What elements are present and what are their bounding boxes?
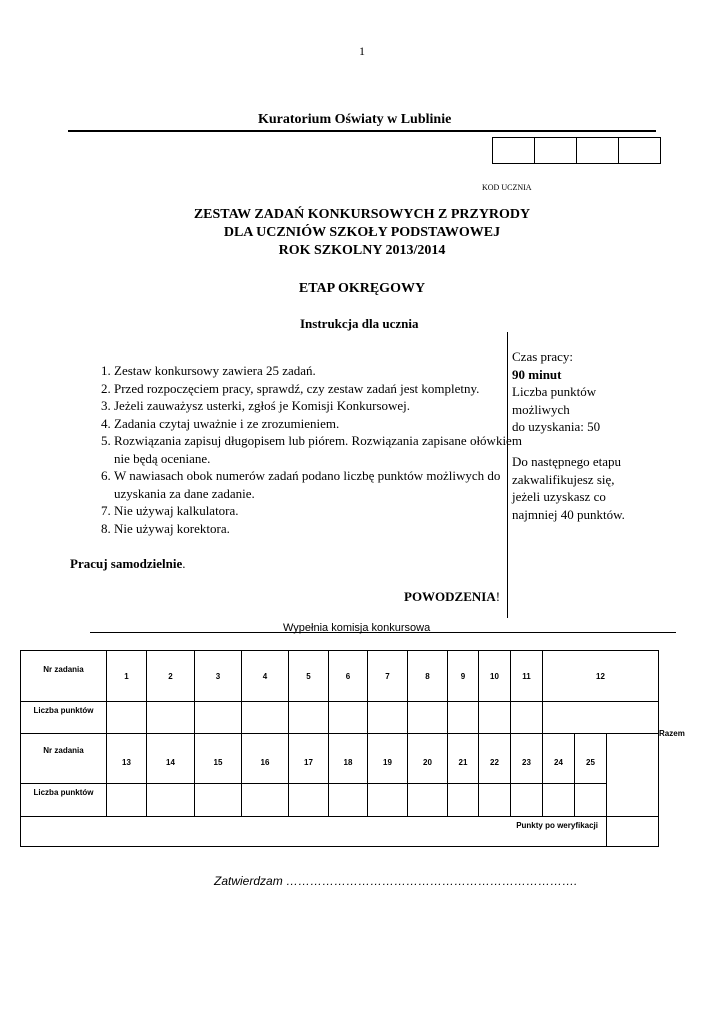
student-code-label: KOD UCZNIA bbox=[482, 183, 532, 192]
good-luck-text: POWODZENIA bbox=[404, 589, 496, 604]
points-cell[interactable] bbox=[147, 702, 195, 734]
time-value: 90 minut bbox=[512, 366, 562, 382]
task-number-cell: 16 bbox=[242, 734, 289, 784]
points-cell[interactable] bbox=[479, 702, 511, 734]
task-number-cell: 3 bbox=[195, 651, 242, 702]
points-cell[interactable] bbox=[195, 784, 242, 817]
instruction-item: 3. Jeżeli zauważysz usterki, zgłoś je Komisji Konkursowej. bbox=[114, 397, 524, 415]
task-number-cell: 21 bbox=[448, 734, 479, 784]
task-number-cell: 11 bbox=[511, 651, 543, 702]
instruction-item: 8. Nie używaj korektora. bbox=[114, 520, 524, 538]
title-line-1: ZESTAW ZADAŃ KONKURSOWYCH Z PRZYRODY bbox=[193, 207, 531, 222]
student-code-box[interactable] bbox=[493, 138, 535, 163]
title-line-3: ROK SZKOLNY 2013/2014 bbox=[278, 243, 446, 258]
work-alone-note bbox=[70, 556, 186, 572]
instruction-item: 4. Zadania czytaj uważnie i ze zrozumieniem. bbox=[114, 415, 524, 433]
good-luck-mark: ! bbox=[495, 589, 501, 604]
points-cell[interactable] bbox=[242, 702, 289, 734]
points-cell[interactable] bbox=[147, 784, 195, 817]
instruction-item: 6. W nawiasach obok numerów zadań podano liczbę punktów możliwych do uzyskania za dane zadanie. bbox=[114, 467, 524, 502]
title-line-2: DLA UCZNIÓW SZKOŁY PODSTAWOWEJ bbox=[223, 225, 501, 240]
points-cell[interactable] bbox=[543, 702, 659, 734]
points-line: możliwych bbox=[512, 401, 570, 417]
exam-info-box bbox=[512, 348, 642, 523]
task-number-cell: 12 bbox=[543, 651, 659, 702]
points-label: Liczba punktów bbox=[21, 784, 107, 817]
page-number: 1 bbox=[359, 44, 365, 58]
verified-points-cell[interactable] bbox=[607, 817, 659, 847]
task-number-cell: 24 bbox=[543, 734, 575, 784]
points-cell[interactable] bbox=[408, 702, 448, 734]
task-number-cell: 6 bbox=[329, 651, 368, 702]
task-number-cell: 5 bbox=[289, 651, 329, 702]
task-number-cell: 9 bbox=[448, 651, 479, 702]
time-label: Czas pracy: bbox=[512, 349, 574, 364]
task-number-cell: 1 bbox=[107, 651, 147, 702]
points-cell[interactable] bbox=[195, 702, 242, 734]
task-number-cell: 19 bbox=[368, 734, 408, 784]
task-number-cell: 15 bbox=[195, 734, 242, 784]
points-cell[interactable] bbox=[575, 784, 607, 817]
task-number-cell: 17 bbox=[289, 734, 329, 784]
points-cell[interactable] bbox=[511, 702, 543, 734]
task-number-cell: 4 bbox=[242, 651, 289, 702]
student-code-boxes bbox=[492, 137, 661, 164]
task-number-cell: 13 bbox=[107, 734, 147, 784]
stage-title: ETAP OKRĘGOWY bbox=[298, 281, 426, 296]
points-cell[interactable] bbox=[543, 784, 575, 817]
points-cell[interactable] bbox=[479, 784, 511, 817]
instruction-item: 1. Zestaw konkursowy zawiera 25 zadań. bbox=[114, 362, 524, 380]
points-cell[interactable] bbox=[289, 702, 329, 734]
qualify-line: zakwalifikujesz się, bbox=[512, 471, 615, 487]
points-cell[interactable] bbox=[329, 784, 368, 817]
score-table bbox=[20, 650, 685, 847]
verified-points-label: Punkty po weryfikacji bbox=[21, 817, 607, 847]
task-number-cell: 8 bbox=[408, 651, 448, 702]
points-row bbox=[21, 702, 659, 734]
instruction-item: 5. Rozwiązania zapisuj długopisem lub piórem. Rozwiązania zapisane ołówkiem nie będą oceniane. bbox=[114, 432, 524, 467]
points-line: do uzyskania: 50 bbox=[512, 419, 601, 434]
task-number-cell: 2 bbox=[147, 651, 195, 702]
points-cell[interactable] bbox=[329, 702, 368, 734]
instruction-item: 7. Nie używaj kalkulatora. bbox=[114, 502, 524, 520]
points-cell[interactable] bbox=[368, 784, 408, 817]
student-code-box[interactable] bbox=[577, 138, 619, 163]
points-cell[interactable] bbox=[408, 784, 448, 817]
good-luck bbox=[404, 589, 500, 605]
instructions-list bbox=[70, 362, 524, 537]
spacer bbox=[512, 436, 642, 454]
task-number-label: Nr zadania bbox=[21, 651, 107, 702]
task-number-row bbox=[21, 734, 659, 784]
task-number-cell: 18 bbox=[329, 734, 368, 784]
verified-points-row bbox=[21, 817, 659, 847]
qualify-line: jeżeli uzyskasz co bbox=[512, 489, 606, 504]
points-label: Liczba punktów bbox=[21, 702, 107, 734]
header-divider bbox=[68, 130, 656, 132]
qualify-line: Do następnego etapu bbox=[512, 454, 622, 469]
instructions-title: Instrukcja dla ucznia bbox=[300, 316, 419, 331]
task-number-cell: 10 bbox=[479, 651, 511, 702]
points-cell[interactable] bbox=[448, 784, 479, 817]
work-alone-dot: . bbox=[182, 556, 186, 571]
points-line: Liczba punktów bbox=[512, 384, 597, 399]
student-code-box[interactable] bbox=[619, 138, 660, 163]
instruction-item: 2. Przed rozpoczęciem pracy, sprawdź, czy zestaw zadań jest kompletny. bbox=[114, 380, 524, 398]
task-number-cell: 23 bbox=[511, 734, 543, 784]
points-cell[interactable] bbox=[448, 702, 479, 734]
commission-divider bbox=[90, 632, 676, 633]
qualify-line: najmniej 40 punktów. bbox=[512, 506, 625, 522]
task-number-label: Nr zadania bbox=[21, 734, 107, 784]
task-number-cell: 7 bbox=[368, 651, 408, 702]
points-cell[interactable] bbox=[289, 784, 329, 817]
approval-line: Zatwierdzam ………………………………………………………………. bbox=[214, 874, 578, 888]
document-title bbox=[0, 206, 704, 260]
commission-title: Wypełnia komisja konkursowa bbox=[283, 622, 431, 634]
points-cell[interactable] bbox=[107, 702, 147, 734]
task-number-cell: 22 bbox=[479, 734, 511, 784]
points-cell[interactable] bbox=[242, 784, 289, 817]
student-code-box[interactable] bbox=[535, 138, 577, 163]
task-number-cell: 14 bbox=[147, 734, 195, 784]
organization-title: Kuratorium Oświaty w Lublinie bbox=[258, 112, 452, 127]
task-number-row: Nr zadania 1 2 3 4 5 6 7 8 9 10 11 12 Razem bbox=[21, 651, 659, 702]
task-number-cell: 20 bbox=[408, 734, 448, 784]
points-row bbox=[21, 784, 659, 817]
task-number-cell: 25 bbox=[575, 734, 607, 784]
points-cell[interactable] bbox=[107, 784, 147, 817]
points-cell[interactable] bbox=[511, 784, 543, 817]
work-alone-text: Pracuj samodzielnie bbox=[70, 556, 183, 571]
points-cell[interactable] bbox=[368, 702, 408, 734]
